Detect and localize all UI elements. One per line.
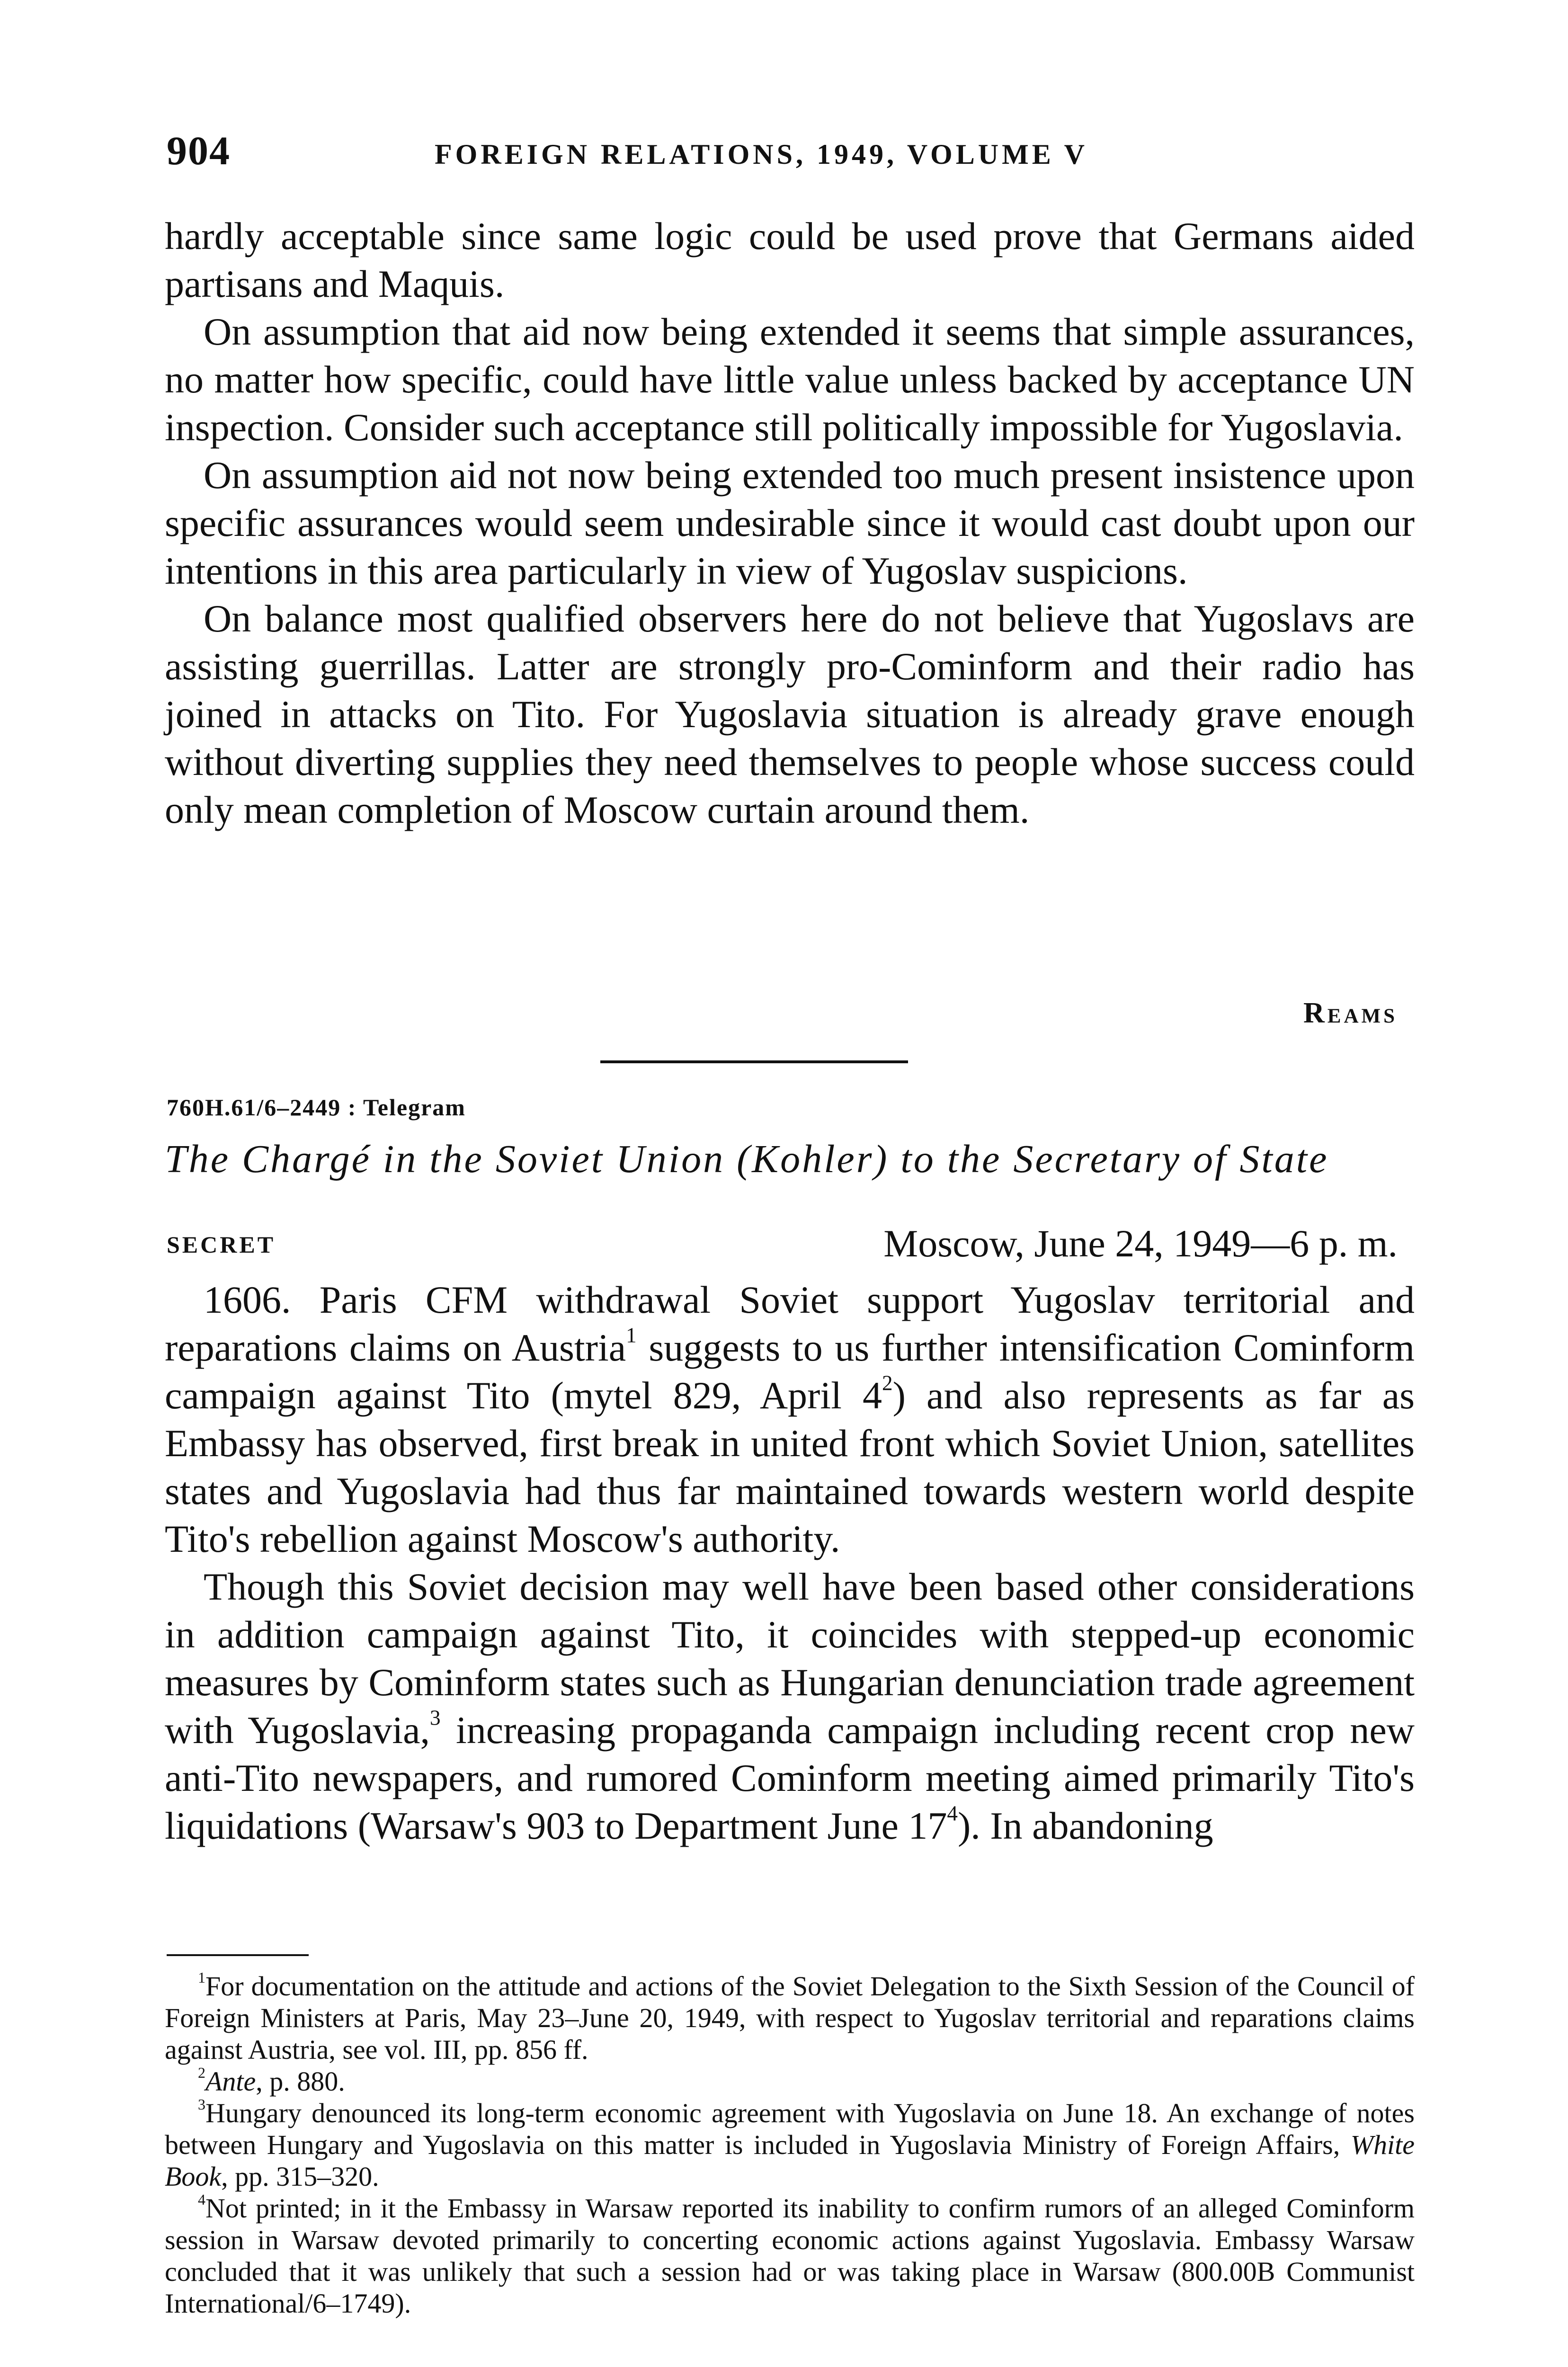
footnote-text: Not printed; in it the Embassy in Warsaw reported its inability to confirm rumors of an alleged Cominform session in Warsaw devoted primarily to concerting economic actions against Yugoslavia. Embassy Warsaw concluded that it was unlikely that such a session had or was taking place in Warsaw (800.00B Communist International/6–1749). (165, 2193, 1415, 2319)
first-document-body (165, 212, 1415, 834)
footnote-reference[interactable]: 3 (430, 1706, 441, 1730)
signature: Reams (1303, 997, 1398, 1029)
footnote-text: Hungary denounced its long-term economic agreement with Yugoslavia on June 18. An exchange of notes between Hungary and Yugoslavia on this matter is included in Yugoslavia Ministry of Foreign Affairs, (165, 2098, 1415, 2160)
paragraph: hardly acceptable since same logic could be used prove that Germans aided partisans and Maquis. (165, 214, 1415, 305)
footnotes (165, 1970, 1415, 2319)
footnote-mark: 2 (198, 2064, 205, 2081)
paragraph: On assumption aid not now being extended too much present insistence upon specific assurances would seem undesirable since it would cast doubt upon our intentions in this area particularly in view of Yugoslav suspicions. (165, 454, 1415, 592)
paragraph: On assumption that aid now being extended it seems that simple assurances, no matter how specific, could have little value unless backed by acceptance UN inspection. Consider such acceptance still politically impossible for Yugoslavia. (165, 310, 1415, 449)
footnote-text: , p. 880. (256, 2066, 345, 2097)
footnote-mark: 1 (198, 1969, 205, 1986)
footnote-mark: 3 (198, 2096, 205, 2113)
second-document-body (165, 1276, 1415, 1850)
dateline: Moscow, June 24, 1949—6 p. m. (883, 1222, 1398, 1265)
footnote-text-italic: Ante (205, 2066, 256, 2097)
paragraph-text: suggests to us further intensification Cominform campaign against Tito (mytel 829, April 4 (165, 1326, 1415, 1417)
footnote-mark: 4 (198, 2191, 205, 2208)
paragraph-text: ) and also represents as far as Embassy has observed, first break in united front which Soviet Union, satellites states and Yugoslavia had thus far maintained towards western world despite Tito's rebellion against Moscow's authority. (165, 1374, 1415, 1560)
footnote-reference[interactable]: 4 (947, 1801, 958, 1825)
paragraph-text: 1606. Paris CFM withdrawal Soviet support Yugoslav territorial and reparations claims on Austria (165, 1278, 1415, 1369)
section-divider (600, 1060, 908, 1063)
footnote (165, 2097, 1415, 2192)
paragraph-text: increasing propaganda campaign including recent crop new anti-Tito newspapers, and rumored Cominform meeting aimed primarily Tito's liquidations (Warsaw's 903 to Department June 17 (165, 1709, 1415, 1847)
paragraph (165, 1276, 1415, 1563)
classification-label: SECRET (167, 1231, 276, 1258)
page-number: 904 (167, 128, 231, 173)
paragraph-text: ). In abandoning (957, 1804, 1213, 1847)
paragraph-text: Though this Soviet decision may well have been based other considerations in addition campaign against Tito, it coincides with stepped-up economic measures by Cominform states such as Hungarian denunciation trade agreement with Yugoslavia, (165, 1565, 1415, 1752)
footnote-rule (167, 1954, 309, 1956)
footnote-reference[interactable]: 2 (882, 1371, 893, 1395)
file-reference: 760H.61/6–2449 : Telegram (167, 1094, 466, 1121)
document-title: The Chargé in the Soviet Union (Kohler) to the Secretary of State (165, 1137, 1329, 1181)
footnote (165, 1970, 1415, 2065)
running-title: FOREIGN RELATIONS, 1949, VOLUME V (435, 139, 1088, 170)
footnote-text: , pp. 315–320. (221, 2161, 379, 2192)
footnote (165, 2065, 1415, 2097)
footnote-reference[interactable]: 1 (626, 1323, 637, 1347)
running-head (165, 127, 1415, 179)
paragraph (165, 1563, 1415, 1850)
paragraph: On balance most qualified observers here do not believe that Yugoslavs are assisting guerrillas. Latter are strongly pro-Cominform and their radio has joined in attacks on Tito. For Yugoslavia situation is already grave enough without diverting supplies they need themselves to people whose success could only mean completion of Moscow curtain around them. (165, 597, 1415, 831)
footnote-text: For documentation on the attitude and actions of the Soviet Delegation to the Sixth Session of the Council of Foreign Ministers at Paris, May 23–June 20, 1949, with respect to Yugoslav territorial and reparations claims against Austria, see vol. III, pp. 856 ff. (165, 1971, 1415, 2065)
footnote (165, 2192, 1415, 2319)
document-page (165, 0, 1415, 2367)
footnote-text-italic: White Book (165, 2129, 1415, 2192)
